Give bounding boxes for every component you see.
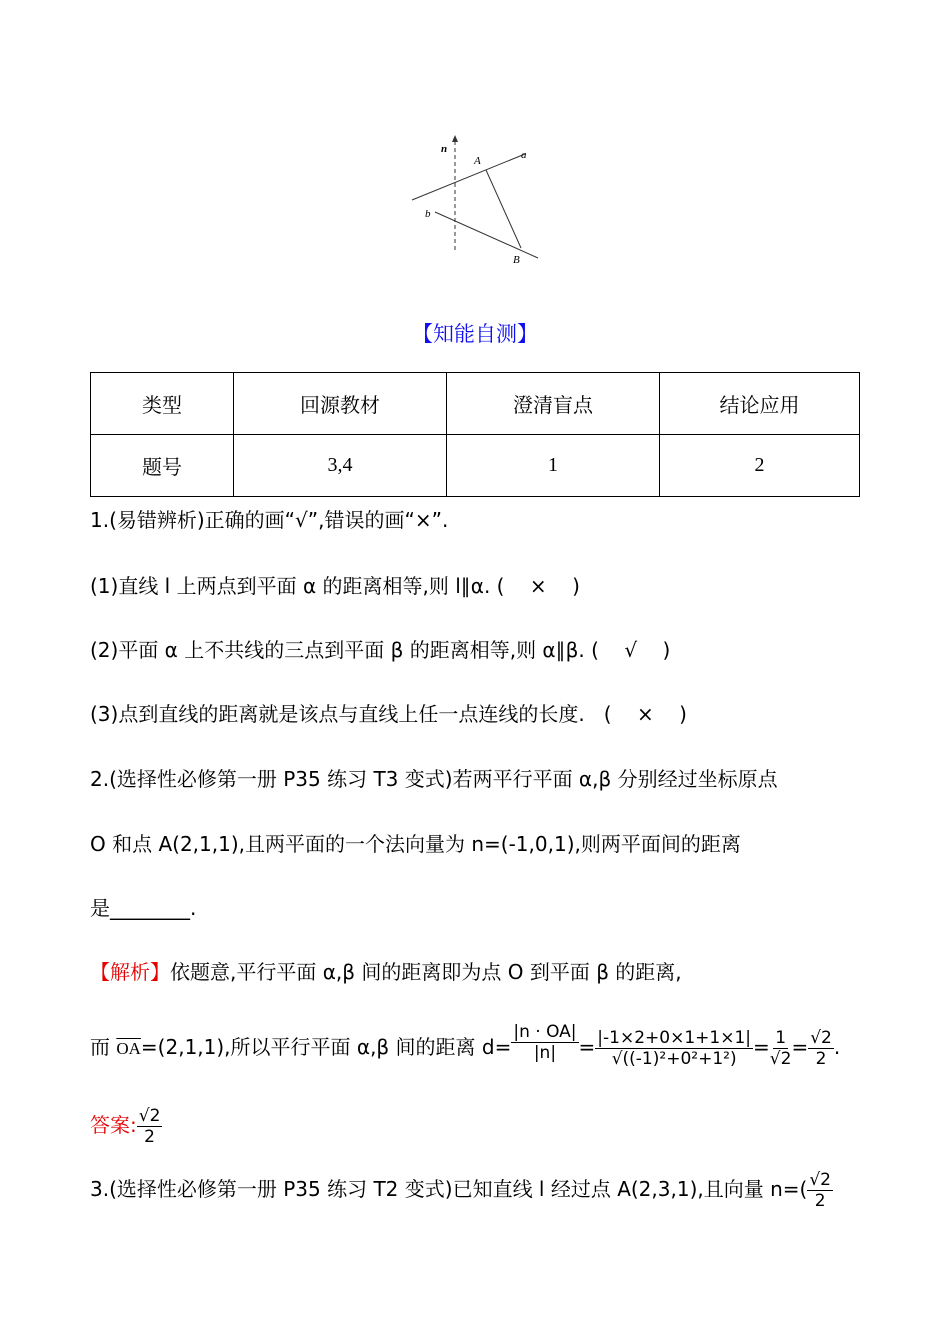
label-n: n [441,143,448,155]
table-cell: 类型 [91,373,234,435]
numerator: 1 [775,1028,787,1048]
q3-line [90,1164,833,1214]
q3-text: 3.(选择性必修第一册 P35 练习 T2 变式)已知直线 l 经过点 A(2,3,1),且向量 n=( [90,1177,808,1201]
denominator: 2 [815,1049,827,1069]
q1-item-1 [90,572,580,600]
label-A: A [474,155,481,167]
denominator: 2 [144,1127,155,1147]
solution-line-2: 而 $\overline{OA}=(2,1,1)$,所以平行平面 α,β 间的距离 d= $\frac{|n \cdot OA|}{|n|}$ = $\frac{|-1\times 2+0\times 1+1\times 1|}{\text{√((-1)²+0²+1²)}}$ = $\frac{1}{√2}$ = $\frac{√2}{2}$ . [90,1022,841,1069]
fraction-4 [808,1028,834,1069]
text: =(2,1,1),所以平行平面 α,β 间的距离 d= [140,1035,512,1059]
numerator: √2 [809,1170,831,1190]
denominator: 2 [814,1191,826,1211]
segment-AB [486,170,521,248]
section-title: 【知能自测】 [412,322,538,346]
fraction-1 [511,1022,578,1063]
q1-stem: 1.(易错辨析)正确的画“√”,错误的画“×”. [90,508,449,532]
q2-line-1: 2.(选择性必修第一册 P35 练习 T3 变式)若两平行平面 α,β 分别经过坐标原点 [90,767,778,791]
fraction-3 [770,1028,792,1069]
table-cell: 2 [660,435,860,497]
solution-line-1 [90,958,682,986]
line-a [412,154,525,200]
denominator: √2 [769,1049,792,1069]
item-text: (1)直线 l 上两点到平面 α 的距离相等,则 l∥α. [90,574,491,598]
answer-label: 答案: [90,1113,137,1137]
table-cell: 回源教材 [234,373,447,435]
numerator: |n · OA| [513,1022,577,1042]
numerator: √2 [810,1028,832,1048]
arrow-head-icon [452,135,458,142]
fraction-2 [595,1028,753,1069]
label-a: a [521,149,527,161]
table-cell: 澄清盲点 [447,373,660,435]
item-answer: ( × ) [496,574,580,598]
table-cell: 3,4 [234,435,447,497]
item-answer: ( √ ) [591,638,671,662]
item-text: (2)平面 α 上不共线的三点到平面 β 的距离相等,则 α∥β. [90,638,585,662]
label-b: b [425,208,431,220]
solution-label: 【解析】 [90,960,170,984]
vector-oa: $\overline{OA}$ [116,1039,141,1058]
table-row [91,435,860,497]
numerator: |-1×2+0×1+1×1| [597,1028,752,1048]
denominator: √((-1)²+0²+1²) [611,1049,737,1069]
q3-fraction [807,1170,833,1211]
q1-item-3 [90,700,687,728]
q2-line-3: 是________. [90,896,197,920]
geometry-figure [400,130,560,270]
label-B: B [513,254,520,266]
text: 而 [90,1035,110,1059]
table-cell: 题号 [91,435,234,497]
q2-line-2: O 和点 A(2,1,1),且两平面的一个法向量为 n=(-1,0,1),则两平面间的距离 [90,832,741,856]
q1-item-2 [90,636,670,664]
denominator: |n| [533,1043,557,1063]
line-b [435,212,538,258]
table-cell: 1 [447,435,660,497]
table-cell: 结论应用 [660,373,860,435]
item-text: (3)点到直线的距离就是该点与直线上任一点连线的长度. [90,702,585,726]
solution-text: 依题意,平行平面 α,β 间的距离即为点 O 到平面 β 的距离, [170,960,682,984]
answer-fraction [137,1106,163,1147]
table-header-row [91,373,860,435]
item-answer: ( × ) [603,702,687,726]
answer-line [90,1100,162,1150]
numerator: √2 [138,1106,161,1126]
question-type-table [90,372,860,497]
